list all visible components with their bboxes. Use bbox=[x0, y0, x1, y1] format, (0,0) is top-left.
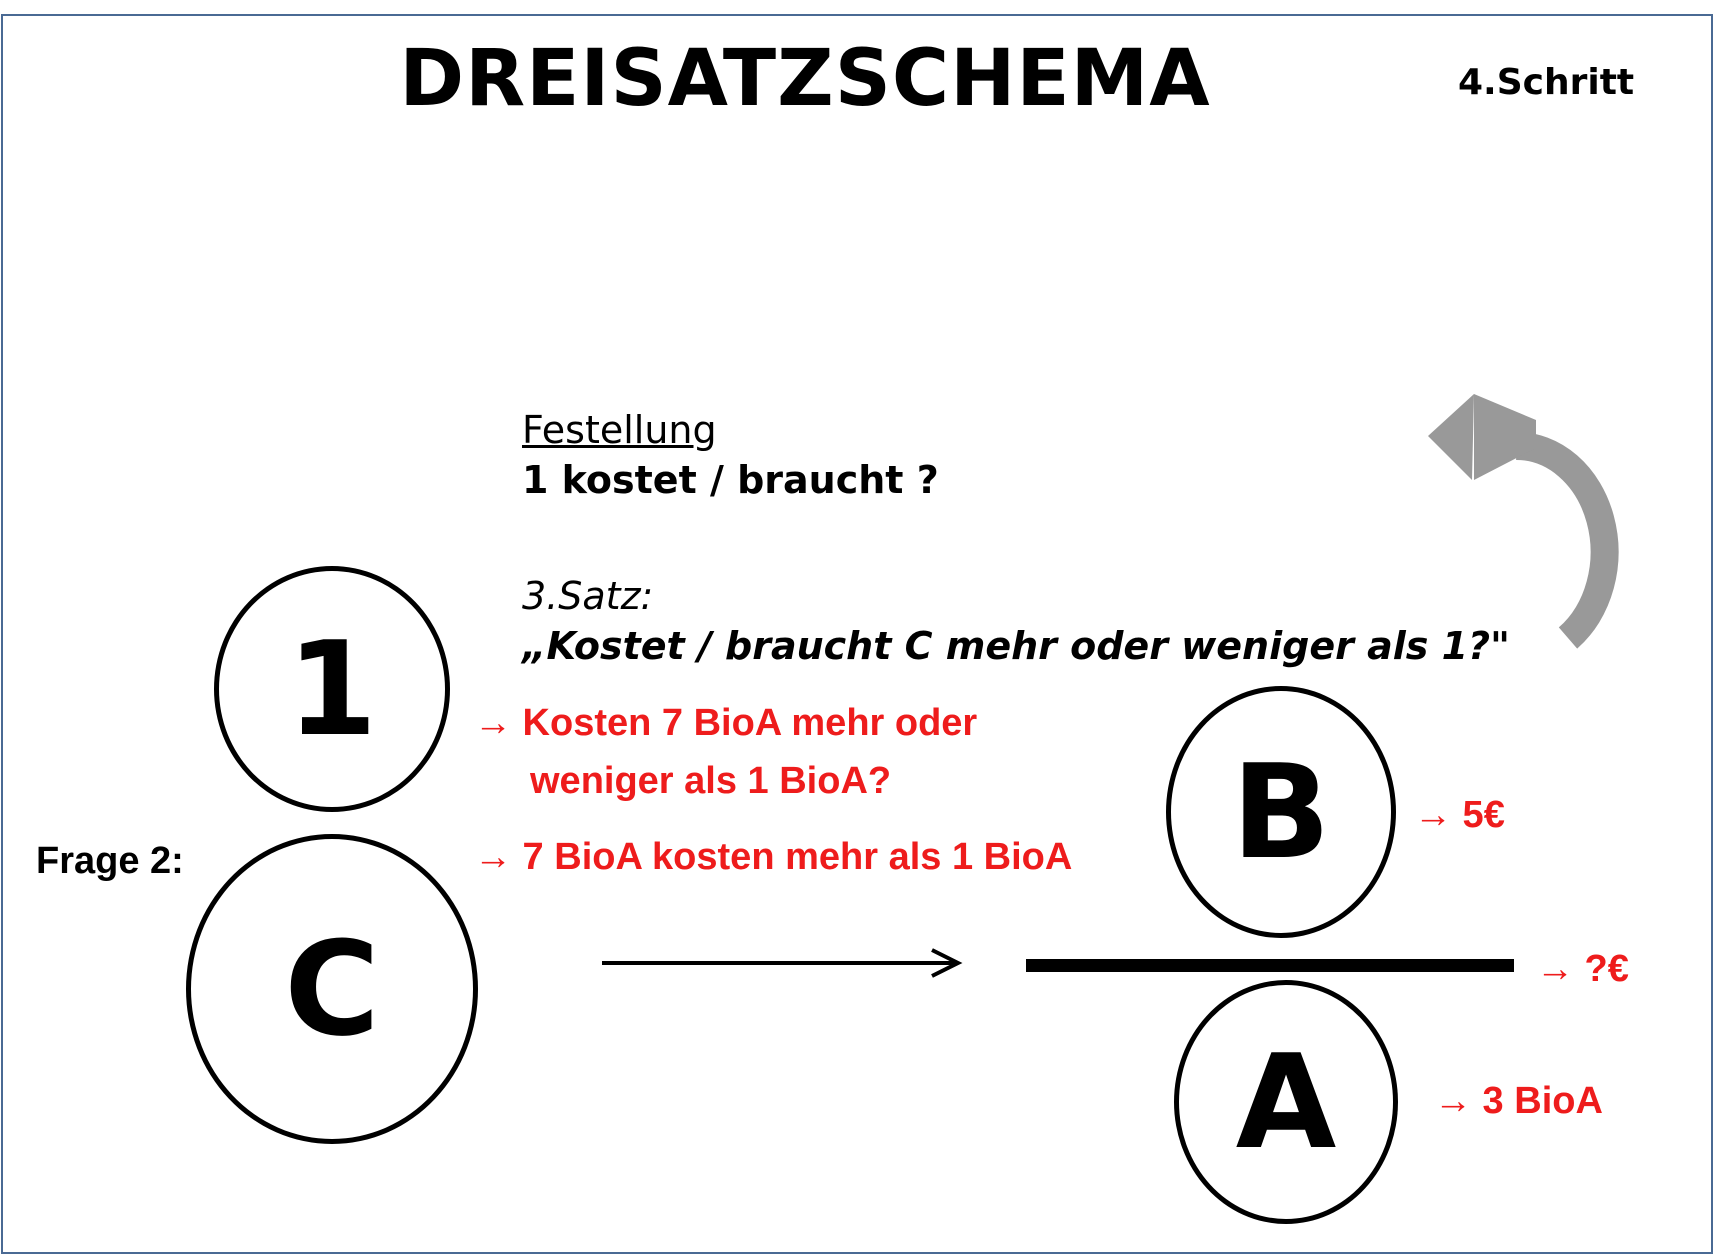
slide-title: DREISATZSCHEMA bbox=[399, 34, 1211, 124]
frage-label: Frage 2: bbox=[36, 840, 184, 882]
festellung-heading: Festellung bbox=[522, 408, 717, 452]
circle-one-label: 1 bbox=[286, 613, 378, 765]
red-line-3: → 7 BioA kosten mehr als 1 BioA bbox=[474, 836, 1073, 878]
satz3-label: 3.Satz: bbox=[522, 574, 654, 618]
fraction-value-label: → ?€ bbox=[1536, 948, 1629, 990]
circle-a-label: A bbox=[1235, 1026, 1337, 1178]
curved-arrow-icon bbox=[1428, 394, 1605, 638]
kostet-line: 1 kostet / braucht ? bbox=[522, 458, 939, 502]
fraction-bar bbox=[1026, 959, 1514, 972]
circle-c-label: C bbox=[284, 913, 380, 1065]
b-value-label: → 5€ bbox=[1414, 794, 1505, 836]
a-value-label: → 3 BioA bbox=[1434, 1080, 1603, 1122]
red-line-2: weniger als 1 BioA? bbox=[530, 760, 892, 802]
circle-b-label: B bbox=[1231, 736, 1331, 888]
arrow-right-icon bbox=[602, 950, 958, 976]
step-label: 4.Schritt bbox=[1458, 62, 1635, 103]
satz3-question: „Kostet / braucht C mehr oder weniger als 1?" bbox=[522, 624, 1510, 668]
red-line-1: → Kosten 7 BioA mehr oder bbox=[474, 702, 978, 744]
